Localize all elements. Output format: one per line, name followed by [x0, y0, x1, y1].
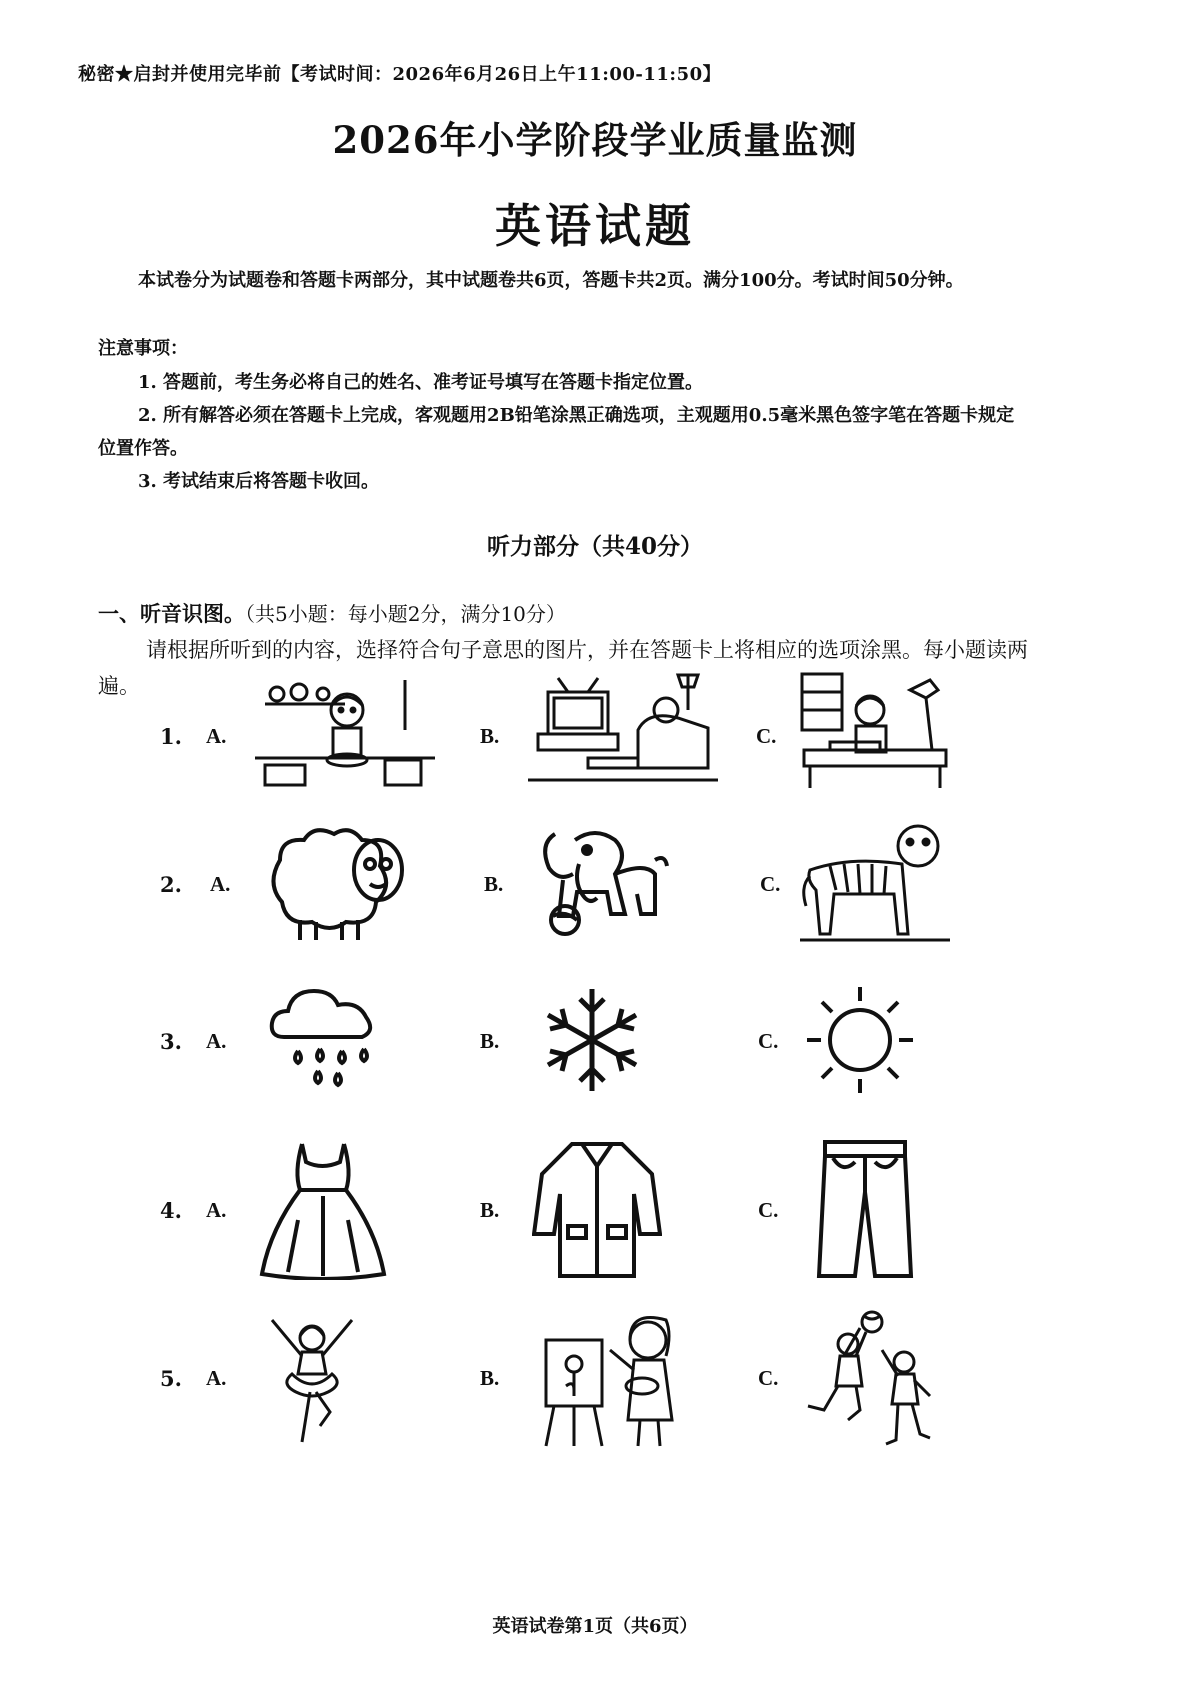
confidential-line: 秘密★启封并使用完毕前【考试时间：2026年6月26日上午11:00-11:50】	[78, 64, 722, 85]
question-row	[0, 1310, 1190, 1450]
girl-painting-icon[interactable]	[540, 1310, 690, 1450]
option-letter: A.	[206, 1366, 227, 1390]
question-row	[0, 985, 1190, 1125]
snowflake-icon[interactable]	[530, 985, 655, 1095]
boy-doing-homework-icon[interactable]	[800, 670, 950, 790]
question-row	[0, 670, 1190, 810]
part-heading	[98, 598, 566, 628]
exam-intro: 本试卷分为试题卷和答题卡两部分，其中试题卷共6页，答题卡共2页。满分100分。考试时间50分钟。	[138, 270, 964, 291]
option-letter: A.	[210, 872, 231, 896]
sun-icon[interactable]	[805, 985, 915, 1095]
exam-subject: 英语试题	[495, 199, 695, 253]
boy-watching-tv-icon[interactable]	[528, 670, 718, 790]
option-letter: B.	[480, 1366, 500, 1390]
boy-cooking-icon[interactable]	[255, 670, 435, 790]
option-letter: B.	[480, 1029, 500, 1053]
option-letter: C.	[758, 1198, 779, 1222]
option-letter: A.	[206, 724, 227, 748]
trousers-icon[interactable]	[815, 1140, 915, 1280]
option-letter: B.	[480, 1198, 500, 1222]
question-number: 1.	[160, 724, 182, 749]
option-letter: C.	[756, 724, 777, 748]
option-letter: B.	[480, 724, 500, 748]
elephant-icon[interactable]	[535, 820, 675, 945]
part-instruction: 请根据所听到的内容，选择符合句子意思的图片，并在答题卡上将相应的选项涂黑。每小题读两遍。	[98, 638, 1028, 698]
sheep-icon[interactable]	[260, 820, 420, 945]
page-footer: 英语试卷第1页（共6页）	[492, 1616, 698, 1637]
notice-item: 2. 所有解答必须在答题卡上完成，客观题用2B铅笔涂黑正确选项，主观题用0.5毫米黑色签字笔在答题卡规定位置作答。	[98, 405, 1015, 459]
question-row	[0, 820, 1190, 960]
notice-heading: 注意事项：	[98, 338, 188, 359]
girl-dancing-icon[interactable]	[262, 1310, 362, 1450]
option-letter: A.	[206, 1198, 227, 1222]
question-number: 2.	[160, 872, 182, 897]
notice-item: 3. 考试结束后将答题卡收回。	[138, 471, 380, 492]
question-number: 3.	[160, 1029, 182, 1054]
coat-icon[interactable]	[532, 1140, 662, 1280]
option-letter: A.	[206, 1029, 227, 1053]
question-number: 5.	[160, 1366, 182, 1391]
rain-cloud-icon[interactable]	[268, 985, 383, 1095]
boys-playing-basketball-icon[interactable]	[800, 1310, 950, 1450]
question-row	[0, 1140, 1190, 1280]
tiger-icon[interactable]	[800, 820, 950, 945]
exam-title: 2026年小学阶段学业质量监测	[332, 118, 858, 162]
notice-item: 1. 答题前，考生务必将自己的姓名、准考证号填写在答题卡指定位置。	[138, 372, 704, 393]
option-letter: C.	[758, 1029, 779, 1053]
option-letter: B.	[484, 872, 504, 896]
section-heading: 听力部分（共40分）	[486, 533, 703, 560]
dress-icon[interactable]	[258, 1140, 388, 1280]
notice-list	[98, 366, 1018, 498]
part-title: 一、听音识图。	[98, 601, 245, 626]
option-letter: C.	[760, 872, 781, 896]
option-letter: C.	[758, 1366, 779, 1390]
part-score: （共5小题：每小题2分，满分10分）	[245, 602, 566, 626]
question-number: 4.	[160, 1198, 182, 1223]
